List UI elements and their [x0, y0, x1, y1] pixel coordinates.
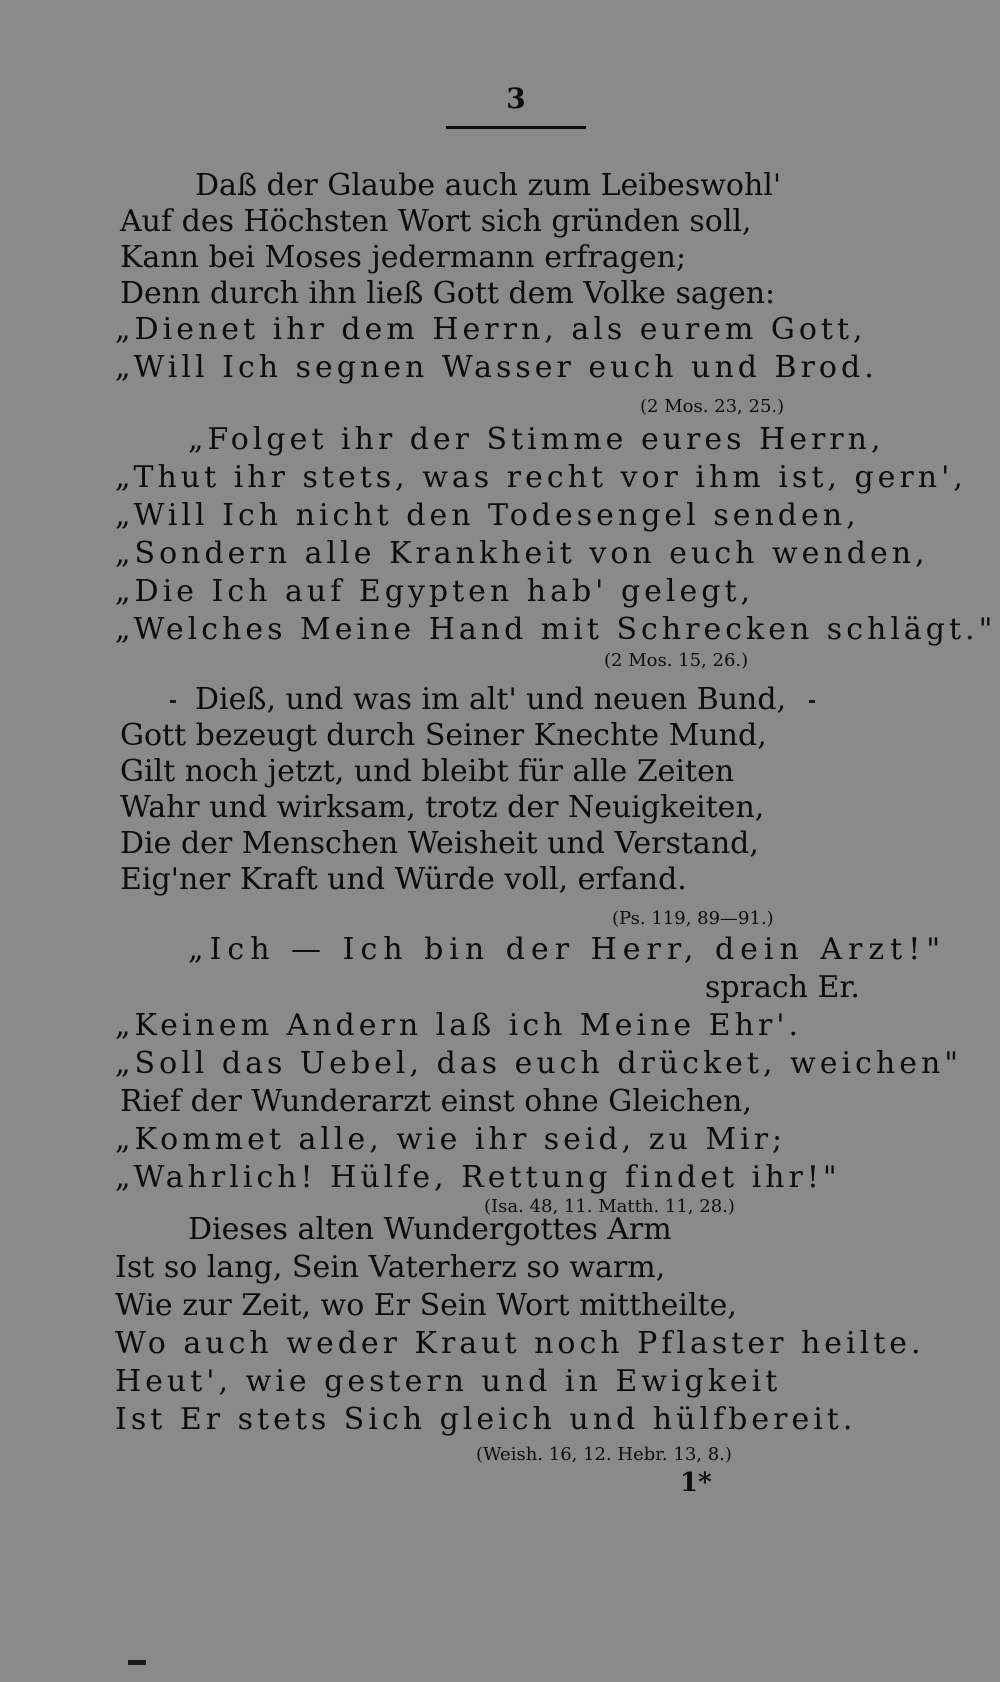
poem-line: Die der Menschen Weisheit und Verstand,	[120, 826, 759, 861]
scan-speck	[809, 700, 815, 703]
poem-line: Daß der Glaube auch zum Leibeswohl'	[195, 168, 782, 203]
scripture-reference: (2 Mos. 23, 25.)	[640, 396, 785, 417]
scripture-reference: (Ps. 119, 89—91.)	[612, 908, 774, 929]
poem-line: „Keinem Andern laß ich Meine Ehr'.	[115, 1008, 803, 1043]
poem-line: „Wahrlich! Hülfe, Rettung findet ihr!"	[115, 1160, 841, 1195]
poem-line: „Folget ihr der Stimme eures Herrn,	[188, 422, 885, 457]
poem-line: „Ich — Ich bin der Herr, dein Arzt!"	[188, 932, 947, 967]
scripture-reference: (Weish. 16, 12. Hebr. 13, 8.)	[476, 1444, 732, 1465]
poem-line: Wo auch weder Kraut noch Pflaster heilte.	[115, 1326, 925, 1361]
page-number: 3	[506, 82, 526, 115]
poem-line: „Welches Meine Hand mit Schrecken schlägt."	[115, 612, 997, 647]
scan-speck	[170, 700, 176, 703]
poem-line: „Dienet ihr dem Herrn, als eurem Gott,	[115, 312, 867, 347]
poem-line: „Will Ich segnen Wasser euch und Brod.	[115, 350, 878, 385]
poem-line: „Kommet alle, wie ihr seid, zu Mir;	[115, 1122, 787, 1157]
poem-line: „Die Ich auf Egypten hab' gelegt,	[115, 574, 755, 609]
header-rule	[446, 126, 586, 129]
poem-line: Wahr und wirksam, trotz der Neuigkeiten,	[120, 790, 765, 825]
poem-line: Rief der Wunderarzt einst ohne Gleichen,	[120, 1084, 752, 1119]
poem-line: „Sondern alle Krankheit von euch wenden,	[115, 536, 929, 571]
poem-line: Gilt noch jetzt, und bleibt für alle Zeiten	[120, 754, 735, 789]
scan-speck	[128, 1660, 146, 1665]
poem-line: Eig'ner Kraft und Würde voll, erfand.	[120, 862, 687, 897]
poem-line: Wie zur Zeit, wo Er Sein Wort mittheilte,	[115, 1288, 737, 1323]
poem-line: Ist Er stets Sich gleich und hülfbereit.	[115, 1402, 857, 1437]
poem-line: „Thut ihr stets, was recht vor ihm ist, gern',	[115, 460, 967, 495]
poem-line: Ist so lang, Sein Vaterherz so warm,	[115, 1250, 666, 1285]
poem-line: sprach Er.	[705, 970, 860, 1005]
poem-line: Gott bezeugt durch Seiner Knechte Mund,	[120, 718, 767, 753]
poem-line: Dieses alten Wundergottes Arm	[188, 1212, 672, 1247]
poem-line: Kann bei Moses jedermann erfragen;	[120, 240, 687, 275]
scripture-reference: (Isa. 48, 11. Matth. 11, 28.)	[484, 1196, 735, 1217]
poem-line: „Soll das Uebel, das euch drücket, weichen"	[115, 1046, 963, 1081]
poem-line: „Will Ich nicht den Todesengel senden,	[115, 498, 860, 533]
poem-line: Dieß, und was im alt' und neuen Bund,	[195, 682, 787, 717]
poem-line: Auf des Höchsten Wort sich gründen soll,	[120, 204, 752, 239]
printer-signature-mark: 1*	[680, 1468, 712, 1498]
scripture-reference: (2 Mos. 15, 26.)	[604, 650, 749, 671]
poem-line: Heut', wie gestern und in Ewigkeit	[115, 1364, 782, 1399]
poem-line: Denn durch ihn ließ Gott dem Volke sagen:	[120, 276, 776, 311]
